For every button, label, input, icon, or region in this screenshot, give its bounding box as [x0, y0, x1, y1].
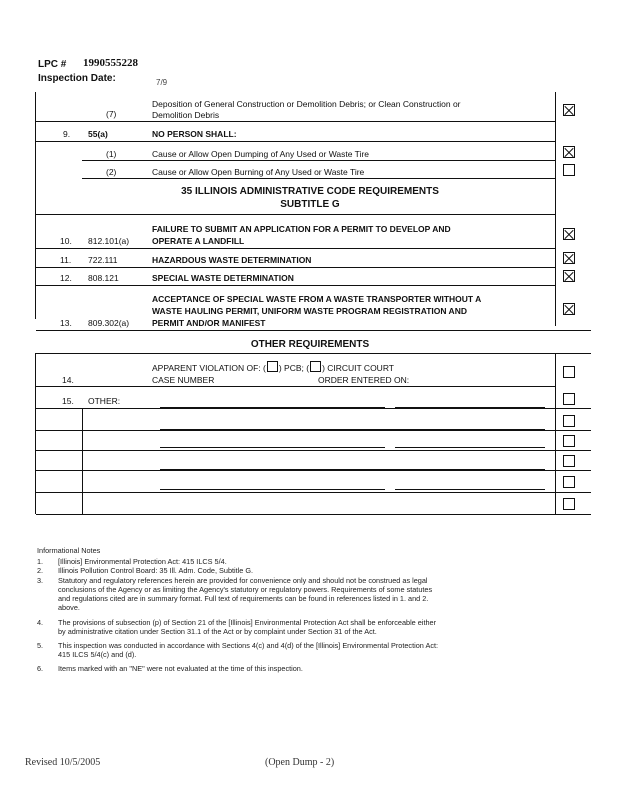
- note-number: 6.: [37, 664, 44, 673]
- note-text: The provisions of subsection (p) of Section 21 of the [Illinois] Environmental Protection Act shall be enforceable either: [58, 618, 437, 627]
- row-text: Cause or Allow Open Dumping of Any Used or Waste Tire: [152, 149, 370, 159]
- note-text: Statutory and regulatory references herein are provided for convenience only and should not be construed as legal: [58, 576, 428, 585]
- other-label: OTHER:: [88, 396, 121, 406]
- row-divider: [36, 492, 591, 493]
- row-divider: [36, 353, 591, 354]
- checkbox[interactable]: [563, 455, 575, 467]
- note-number: 3.: [37, 576, 44, 585]
- row-code: (1): [106, 149, 117, 159]
- lpc-label: LPC #: [38, 59, 67, 70]
- checkbox[interactable]: [563, 393, 575, 405]
- checkbox-checked[interactable]: [563, 270, 575, 282]
- note-number: 2.: [37, 566, 44, 575]
- checkbox[interactable]: [563, 476, 575, 488]
- row-divider: [36, 514, 591, 515]
- row-text: PERMIT AND/OR MANIFEST: [152, 318, 266, 328]
- other-line: [395, 447, 545, 448]
- section-title: OTHER REQUIREMENTS: [250, 339, 370, 350]
- row-text: SPECIAL WASTE DETERMINATION: [152, 273, 294, 283]
- note-number: 1.: [37, 557, 44, 566]
- case-number-label: CASE NUMBER: [152, 375, 215, 385]
- row-text: WASTE HAULING PERMIT, UNIFORM WASTE PROGRAM REGISTRATION AND: [152, 306, 467, 316]
- note-text: conclusions of the Agency or as limiting the Agency's statutory or regulatory powers. Requirements of some statutes: [58, 585, 433, 594]
- row-code: 808.121: [88, 273, 119, 283]
- checkbox[interactable]: [563, 415, 575, 427]
- row-text: HAZARDOUS WASTE DETERMINATION: [152, 255, 312, 265]
- row-divider: [36, 470, 591, 471]
- order-entered-label: ORDER ENTERED ON:: [318, 375, 410, 385]
- row-divider: [36, 450, 591, 451]
- checkbox-column-border: [555, 92, 556, 326]
- checkbox-checked[interactable]: [563, 303, 575, 315]
- checkbox-checked[interactable]: [563, 104, 575, 116]
- table-left-border: [35, 353, 36, 514]
- row-divider: [36, 248, 555, 249]
- notes-heading: Informational Notes: [37, 546, 101, 555]
- apparent-violation-label: APPARENT VIOLATION OF: (: [152, 363, 266, 373]
- row-text: Cause or Allow Open Burning of Any Used or Waste Tire: [152, 167, 365, 177]
- note-number: 4.: [37, 618, 44, 627]
- row-number: 11.: [60, 255, 72, 265]
- row-code: (2): [106, 167, 117, 177]
- row-text: NO PERSON SHALL:: [152, 129, 237, 139]
- note-text: Illinois Pollution Control Board: 35 Ill. Adm. Code, Subtitle G.: [58, 566, 254, 575]
- row-divider: [36, 214, 555, 215]
- revised-date: Revised 10/5/2005: [25, 757, 101, 768]
- row-text: OPERATE A LANDFILL: [152, 236, 245, 246]
- row-code: 812.101(a): [88, 236, 130, 246]
- row-text: ACCEPTANCE OF SPECIAL WASTE FROM A WASTE TRANSPORTER WITHOUT A: [152, 294, 482, 304]
- section-title: 35 ILLINOIS ADMINISTRATIVE CODE REQUIREMENTS: [181, 186, 439, 197]
- row-divider: [82, 178, 555, 179]
- circuit-court-label: ) CIRCUIT COURT: [322, 363, 394, 373]
- checkbox-checked[interactable]: [563, 146, 575, 158]
- row-code: 809.302(a): [88, 318, 130, 328]
- row-number: 14.: [62, 375, 74, 385]
- row-divider: [36, 430, 591, 431]
- note-text: Items marked with an "NE" were not evaluated at the time of this inspection.: [58, 664, 303, 673]
- pcb-checkbox[interactable]: [267, 361, 278, 372]
- apparent-violation-line: [152, 361, 394, 373]
- checkbox-checked[interactable]: [563, 228, 575, 240]
- row-text: FAILURE TO SUBMIT AN APPLICATION FOR A PERMIT TO DEVELOP AND: [152, 224, 451, 234]
- row-number: 15.: [62, 396, 74, 406]
- row-divider: [36, 408, 591, 409]
- checkbox-column-border: [555, 353, 556, 514]
- column-divider: [82, 408, 83, 514]
- row-divider: [36, 330, 591, 331]
- row-divider: [36, 121, 555, 122]
- other-line: [160, 447, 385, 448]
- pcb-label: ) PCB; (: [278, 363, 310, 373]
- row-number: 10.: [60, 236, 72, 246]
- checkbox[interactable]: [563, 366, 575, 378]
- row-divider: [82, 160, 555, 161]
- note-text: This inspection was conducted in accordance with Sections 4(c) and 4(d) of the [Illinois] Environmental Protection Act:: [58, 641, 439, 650]
- row-divider: [36, 285, 555, 286]
- note-number: 5.: [37, 641, 44, 650]
- note-text: 415 ILCS 5/4(c) and (d).: [58, 650, 137, 659]
- inspection-date-label: Inspection Date:: [38, 73, 116, 84]
- checkbox[interactable]: [563, 164, 575, 176]
- note-text: by administrative citation under Section 31.1 of the Act or by complaint under Section 31 of the Act.: [58, 627, 377, 636]
- row-code: (7): [106, 109, 117, 119]
- lpc-number: 1990555228: [83, 57, 138, 69]
- section-subtitle: SUBTITLE G: [280, 199, 340, 210]
- row-number: 9.: [63, 129, 71, 139]
- row-divider: [36, 386, 555, 387]
- note-text: and regulations cited are in summary format. Full text of requirements can be found in references listed in 1. and 2.: [58, 594, 429, 603]
- inspection-date-value: 7/9: [156, 78, 168, 87]
- checkbox-checked[interactable]: [563, 252, 575, 264]
- other-line: [395, 489, 545, 490]
- row-divider: [36, 141, 555, 142]
- checkbox[interactable]: [563, 435, 575, 447]
- row-code: 722.111: [88, 255, 118, 265]
- row-divider: [36, 267, 555, 268]
- note-text: above.: [58, 603, 80, 612]
- checkbox[interactable]: [563, 498, 575, 510]
- row-text: Demolition Debris: [152, 110, 220, 120]
- circuit-court-checkbox[interactable]: [310, 361, 321, 372]
- other-line: [160, 489, 385, 490]
- row-number: 12.: [60, 273, 72, 283]
- row-code: 55(a): [88, 129, 108, 139]
- page-label: (Open Dump - 2): [265, 757, 335, 768]
- row-text: Deposition of General Construction or Demolition Debris; or Clean Construction or: [152, 99, 461, 109]
- note-text: [Illinois] Environmental Protection Act: 415 ILCS 5/4.: [58, 557, 227, 566]
- row-number: 13.: [60, 318, 72, 328]
